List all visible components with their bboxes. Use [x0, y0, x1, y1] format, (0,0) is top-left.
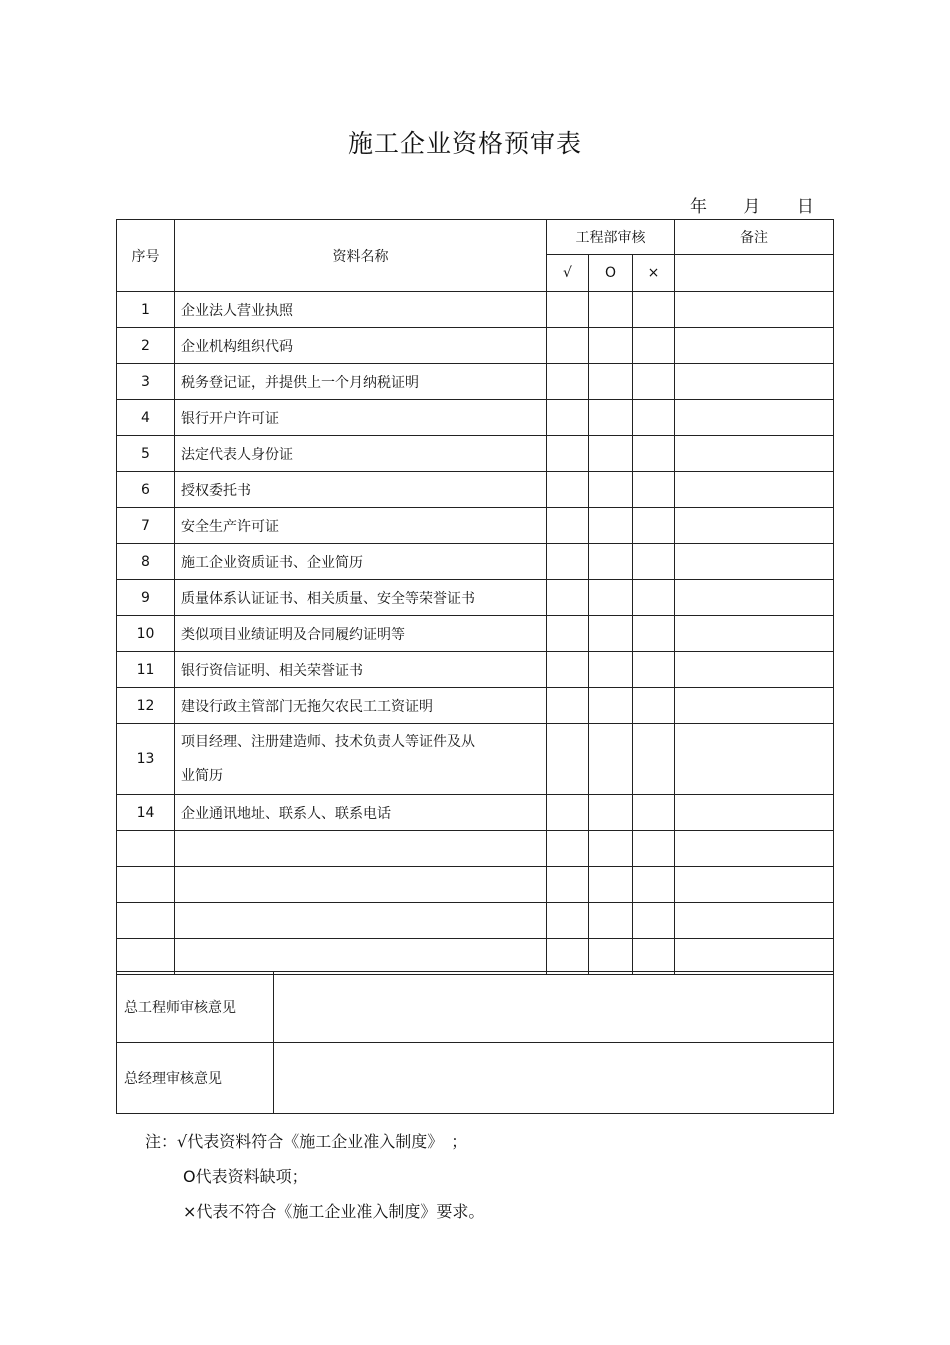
check-missing-cell[interactable]	[589, 364, 633, 400]
check-missing-cell[interactable]	[589, 328, 633, 364]
table-row	[117, 472, 834, 508]
empty-cell[interactable]	[175, 939, 547, 975]
check-yes-cell[interactable]	[547, 688, 589, 724]
table-row	[117, 400, 834, 436]
remark-cell[interactable]	[675, 688, 834, 724]
note-prefix: 注：	[145, 1132, 178, 1151]
check-no-cell[interactable]	[633, 364, 675, 400]
check-no-cell[interactable]	[633, 544, 675, 580]
table-row	[117, 508, 834, 544]
check-missing-cell[interactable]	[589, 616, 633, 652]
check-no-cell[interactable]	[633, 795, 675, 831]
empty-cell[interactable]	[675, 903, 834, 939]
remark-cell[interactable]	[675, 400, 834, 436]
row-name: 企业通讯地址、联系人、联系电话	[175, 795, 547, 831]
row-name: 税务登记证，并提供上一个月纳税证明	[175, 364, 547, 400]
check-yes-cell[interactable]	[547, 436, 589, 472]
empty-cell[interactable]	[589, 903, 633, 939]
row-name: 法定代表人身份证	[175, 436, 547, 472]
qualification-table	[116, 219, 834, 975]
empty-cell[interactable]	[589, 939, 633, 975]
empty-row	[117, 831, 834, 867]
header-remark-blank	[675, 255, 834, 292]
table-row	[117, 580, 834, 616]
check-missing-cell[interactable]	[589, 400, 633, 436]
check-yes-cell[interactable]	[547, 544, 589, 580]
date-month-label: 月	[743, 197, 761, 217]
check-no-cell[interactable]	[633, 436, 675, 472]
remark-cell[interactable]	[675, 472, 834, 508]
table-row	[117, 724, 834, 795]
check-no-cell[interactable]	[633, 580, 675, 616]
header-seq: 序号	[117, 220, 175, 292]
row-num: 4	[117, 400, 175, 436]
empty-cell[interactable]	[117, 903, 175, 939]
row-name: 质量体系认证证书、相关质量、安全等荣誉证书	[175, 580, 547, 616]
remark-cell[interactable]	[675, 436, 834, 472]
check-yes-cell[interactable]	[547, 724, 589, 795]
check-no-cell[interactable]	[633, 400, 675, 436]
header-mark-yes: √	[547, 255, 589, 292]
empty-cell[interactable]	[547, 867, 589, 903]
header-mark-missing: O	[589, 255, 633, 292]
check-yes-cell[interactable]	[547, 328, 589, 364]
header-name: 资料名称	[175, 220, 547, 292]
check-yes-cell[interactable]	[547, 364, 589, 400]
empty-cell[interactable]	[175, 903, 547, 939]
empty-cell[interactable]	[633, 867, 675, 903]
empty-cell[interactable]	[633, 903, 675, 939]
row-num: 8	[117, 544, 175, 580]
table-row	[117, 364, 834, 400]
check-yes-cell[interactable]	[547, 580, 589, 616]
date-line	[690, 192, 814, 217]
general-manager-opinion-label: 总经理审核意见	[117, 1043, 274, 1114]
check-missing-cell[interactable]	[589, 688, 633, 724]
check-no-cell[interactable]	[633, 472, 675, 508]
empty-row	[117, 867, 834, 903]
check-yes-cell[interactable]	[547, 508, 589, 544]
remark-cell[interactable]	[675, 652, 834, 688]
check-yes-cell[interactable]	[547, 652, 589, 688]
table-row	[117, 544, 834, 580]
row-name: 建设行政主管部门无拖欠农民工工资证明	[175, 688, 547, 724]
row-name: 安全生产许可证	[175, 508, 547, 544]
empty-cell[interactable]	[117, 867, 175, 903]
note-line: O代表资料缺项；	[183, 1167, 308, 1186]
note-text: √代表资料符合《施工企业准入制度》 ；	[177, 1132, 468, 1151]
page-title: 施工企业资格预审表	[347, 129, 582, 158]
check-no-cell[interactable]	[633, 508, 675, 544]
row-name: 企业机构组织代码	[175, 328, 547, 364]
empty-cell[interactable]	[117, 939, 175, 975]
empty-cell[interactable]	[633, 831, 675, 867]
empty-cell[interactable]	[589, 831, 633, 867]
remark-cell[interactable]	[675, 724, 834, 795]
empty-cell[interactable]	[633, 939, 675, 975]
check-yes-cell[interactable]	[547, 400, 589, 436]
table-row	[117, 795, 834, 831]
empty-cell[interactable]	[589, 867, 633, 903]
row-num: 12	[117, 688, 175, 724]
chief-engineer-opinion-field[interactable]	[274, 972, 834, 1043]
check-missing-cell[interactable]	[589, 472, 633, 508]
check-missing-cell[interactable]	[589, 292, 633, 328]
remark-cell[interactable]	[675, 292, 834, 328]
check-yes-cell[interactable]	[547, 616, 589, 652]
note-line	[145, 1124, 484, 1159]
empty-row	[117, 939, 834, 975]
check-no-cell[interactable]	[633, 652, 675, 688]
remark-cell[interactable]	[675, 795, 834, 831]
check-no-cell[interactable]	[633, 328, 675, 364]
table-row	[117, 292, 834, 328]
empty-cell[interactable]	[175, 831, 547, 867]
check-missing-cell[interactable]	[589, 508, 633, 544]
table-row	[117, 436, 834, 472]
general-manager-opinion-field[interactable]	[274, 1043, 834, 1114]
row-name	[175, 724, 547, 795]
check-no-cell[interactable]	[633, 292, 675, 328]
empty-cell[interactable]	[117, 831, 175, 867]
row-num: 2	[117, 328, 175, 364]
table-row	[117, 328, 834, 364]
check-no-cell[interactable]	[633, 688, 675, 724]
row-num: 7	[117, 508, 175, 544]
empty-row	[117, 903, 834, 939]
empty-cell[interactable]	[547, 939, 589, 975]
empty-cell[interactable]	[547, 903, 589, 939]
remark-cell[interactable]	[675, 580, 834, 616]
date-year-label: 年	[690, 197, 707, 217]
empty-cell[interactable]	[675, 939, 834, 975]
row-name: 授权委托书	[175, 472, 547, 508]
check-missing-cell[interactable]	[589, 652, 633, 688]
empty-cell[interactable]	[675, 831, 834, 867]
notes	[145, 1124, 484, 1229]
empty-cell[interactable]	[547, 831, 589, 867]
row-name-line: 业简历	[181, 768, 223, 784]
check-missing-cell[interactable]	[589, 724, 633, 795]
row-name: 施工企业资质证书、企业简历	[175, 544, 547, 580]
note-line: ×代表不符合《施工企业准入制度》要求。	[183, 1202, 485, 1221]
row-num: 5	[117, 436, 175, 472]
empty-cell[interactable]	[175, 867, 547, 903]
remark-cell[interactable]	[675, 508, 834, 544]
check-yes-cell[interactable]	[547, 292, 589, 328]
row-name: 类似项目业绩证明及合同履约证明等	[175, 616, 547, 652]
opinion-table	[116, 971, 834, 1114]
row-name: 银行资信证明、相关荣誉证书	[175, 652, 547, 688]
row-num: 13	[117, 724, 175, 795]
check-missing-cell[interactable]	[589, 544, 633, 580]
header-remark: 备注	[675, 220, 834, 255]
table-row	[117, 652, 834, 688]
row-name: 银行开户许可证	[175, 400, 547, 436]
remark-cell[interactable]	[675, 544, 834, 580]
table-row	[117, 688, 834, 724]
table-row	[117, 616, 834, 652]
row-name: 企业法人营业执照	[175, 292, 547, 328]
header-review: 工程部审核	[547, 220, 675, 255]
row-num: 3	[117, 364, 175, 400]
check-missing-cell[interactable]	[589, 795, 633, 831]
remark-cell[interactable]	[675, 616, 834, 652]
empty-cell[interactable]	[675, 867, 834, 903]
check-yes-cell[interactable]	[547, 795, 589, 831]
remark-cell[interactable]	[675, 328, 834, 364]
header-mark-no: ×	[633, 255, 675, 292]
row-num: 1	[117, 292, 175, 328]
row-num: 10	[117, 616, 175, 652]
date-day-label: 日	[796, 197, 814, 217]
remark-cell[interactable]	[675, 364, 834, 400]
row-num: 14	[117, 795, 175, 831]
row-name-line: 项目经理、注册建造师、技术负责人等证件及从	[181, 734, 475, 750]
check-no-cell[interactable]	[633, 616, 675, 652]
row-num: 9	[117, 580, 175, 616]
row-num: 11	[117, 652, 175, 688]
check-no-cell[interactable]	[633, 724, 675, 795]
row-num: 6	[117, 472, 175, 508]
check-missing-cell[interactable]	[589, 436, 633, 472]
check-missing-cell[interactable]	[589, 580, 633, 616]
chief-engineer-opinion-label: 总工程师审核意见	[117, 972, 274, 1043]
check-yes-cell[interactable]	[547, 472, 589, 508]
